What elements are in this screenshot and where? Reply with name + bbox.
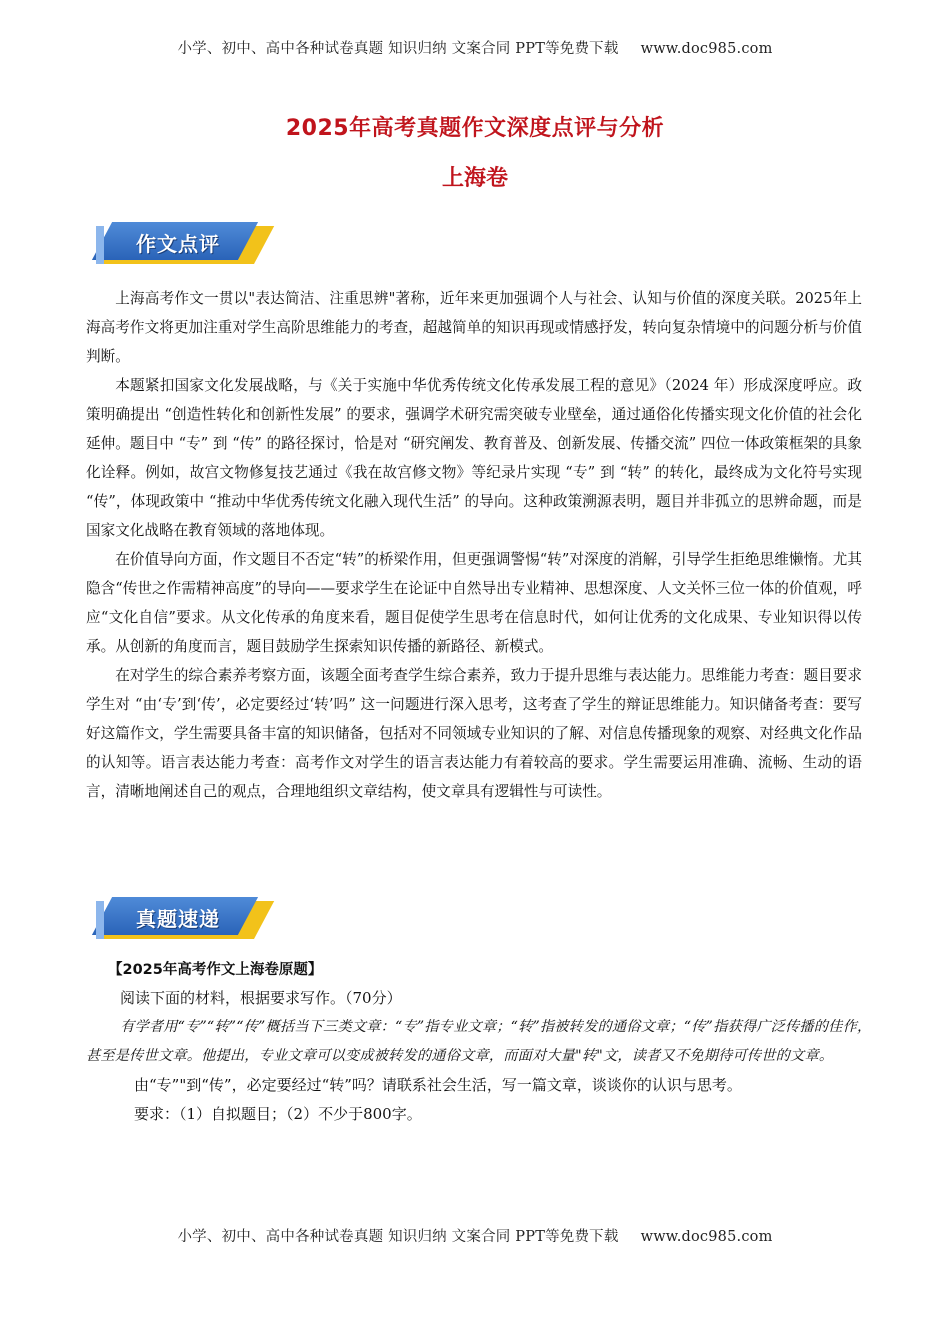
exam-instruction: 阅读下面的材料，根据要求写作。（70分）	[120, 989, 402, 1007]
exam-block	[86, 956, 876, 1129]
exam-question: 由“专”"到“传”，必定要经过“转”吗？请联系社会生活，写一篇文章，谈谈你的认识与思考。	[134, 1076, 742, 1094]
review-paragraph-3: 在价值导向方面，作文题目不否定“转”的桥梁作用，但更强调警惕“转”对深度的消解，引导学生拒绝思维懒惰。尤其隐含“传世之作需精神高度”的导向——要求学生在论证中自然导出专业精神、思想深度、人文关怀三位一体的价值观，呼应“文化自信”要求。从文化传承的角度来看，题目促使学生思考在信息时代，如何让优秀的文化成果、专业知识得以传承。从创新的角度而言，题目鼓励学生探索知识传播的新路径、新模式。	[86, 551, 862, 655]
badge-shade	[96, 226, 104, 264]
header-text: 小学、初中、高中各种试卷真题 知识归纳 文案合同 PPT等免费下载	[177, 41, 619, 57]
title-block	[0, 112, 950, 196]
review-paragraph-1: 上海高考作文一贯以"表达简洁、注重思辨"著称，近年来更加强调个人与社会、认知与价值的深度关联。2025年上海高考作文将更加注重对学生高阶思维能力的考查，超越简单的知识再现或情感抒发，转向复杂情境中的问题分析与价值判断。	[86, 290, 862, 365]
section-label-review: 作文点评	[136, 232, 220, 256]
page-title: 2025年高考真题作文深度点评与分析	[285, 116, 665, 141]
section-badge-exam	[96, 897, 266, 943]
page-header	[0, 37, 950, 58]
exam-material: 有学者用“专”“转”“传”概括当下三类文章：“专”指专业文章；“转”指被转发的通俗文章；“传”指获得广泛传播的佳作，甚至是传世文章。他提出，专业文章可以变成被转发的通俗文章，而面对大量"转"文，读者又不免期待可传世的文章。	[86, 1019, 872, 1064]
exam-requirement: 要求：（1）自拟题目；（2）不少于800字。	[134, 1105, 422, 1123]
badge-shade	[96, 901, 104, 939]
footer-text: 小学、初中、高中各种试卷真题 知识归纳 文案合同 PPT等免费下载	[177, 1229, 619, 1245]
header-site-link[interactable]: www.doc985.com	[640, 41, 773, 57]
page-footer	[0, 1225, 950, 1246]
review-body	[86, 284, 862, 806]
review-paragraph-4: 在对学生的综合素养考察方面，该题全面考查学生综合素养，致力于提升思维与表达能力。思维能力考查：题目要求学生对 “由‘专’到‘传’，必定要经过‘转’吗” 这一问题进行深入思考，这考查了学生的辩证思维能力。知识储备考查：要写好这篇作文，学生需要具备丰富的知识储备，包括对不同领域专业知识的了解、对信息传播现象的观察、对经典文化作品的认知等。语言表达能力考查：高考作文对学生的语言表达能力有着较高的要求。学生需要运用准确、流畅、生动的语言，清晰地阐述自己的观点，合理地组织文章结构，使文章具有逻辑性与可读性。	[86, 667, 862, 800]
footer-site-link[interactable]: www.doc985.com	[640, 1229, 773, 1245]
page-subtitle: 上海卷	[441, 166, 508, 191]
section-label-exam: 真题速递	[136, 907, 220, 931]
section-badge-review	[96, 222, 266, 268]
review-paragraph-2: 本题紧扣国家文化发展战略，与《关于实施中华优秀传统文化传承发展工程的意见》（2024 年）形成深度呼应。政策明确提出 “创造性转化和创新性发展” 的要求，强调学术研究需突破专业壁垒，通过通俗化传播实现文化价值的社会化延伸。题目中 “专” 到 “传” 的路径探讨，恰是对 “研究阐发、教育普及、创新发展、传播交流” 四位一体政策框架的具象化诠释。例如，故宫文物修复技艺通过《我在故宫修文物》等纪录片实现 “专” 到 “转” 的转化，最终成为文化符号实现 “传”，体现政策中 “推动中华优秀传统文化融入现代生活” 的导向。这种政策溯源表明，题目并非孤立的思辨命题，而是国家文化战略在教育领域的落地体现。	[86, 377, 862, 539]
exam-heading: 【2025年高考作文上海卷原题】	[108, 962, 323, 978]
